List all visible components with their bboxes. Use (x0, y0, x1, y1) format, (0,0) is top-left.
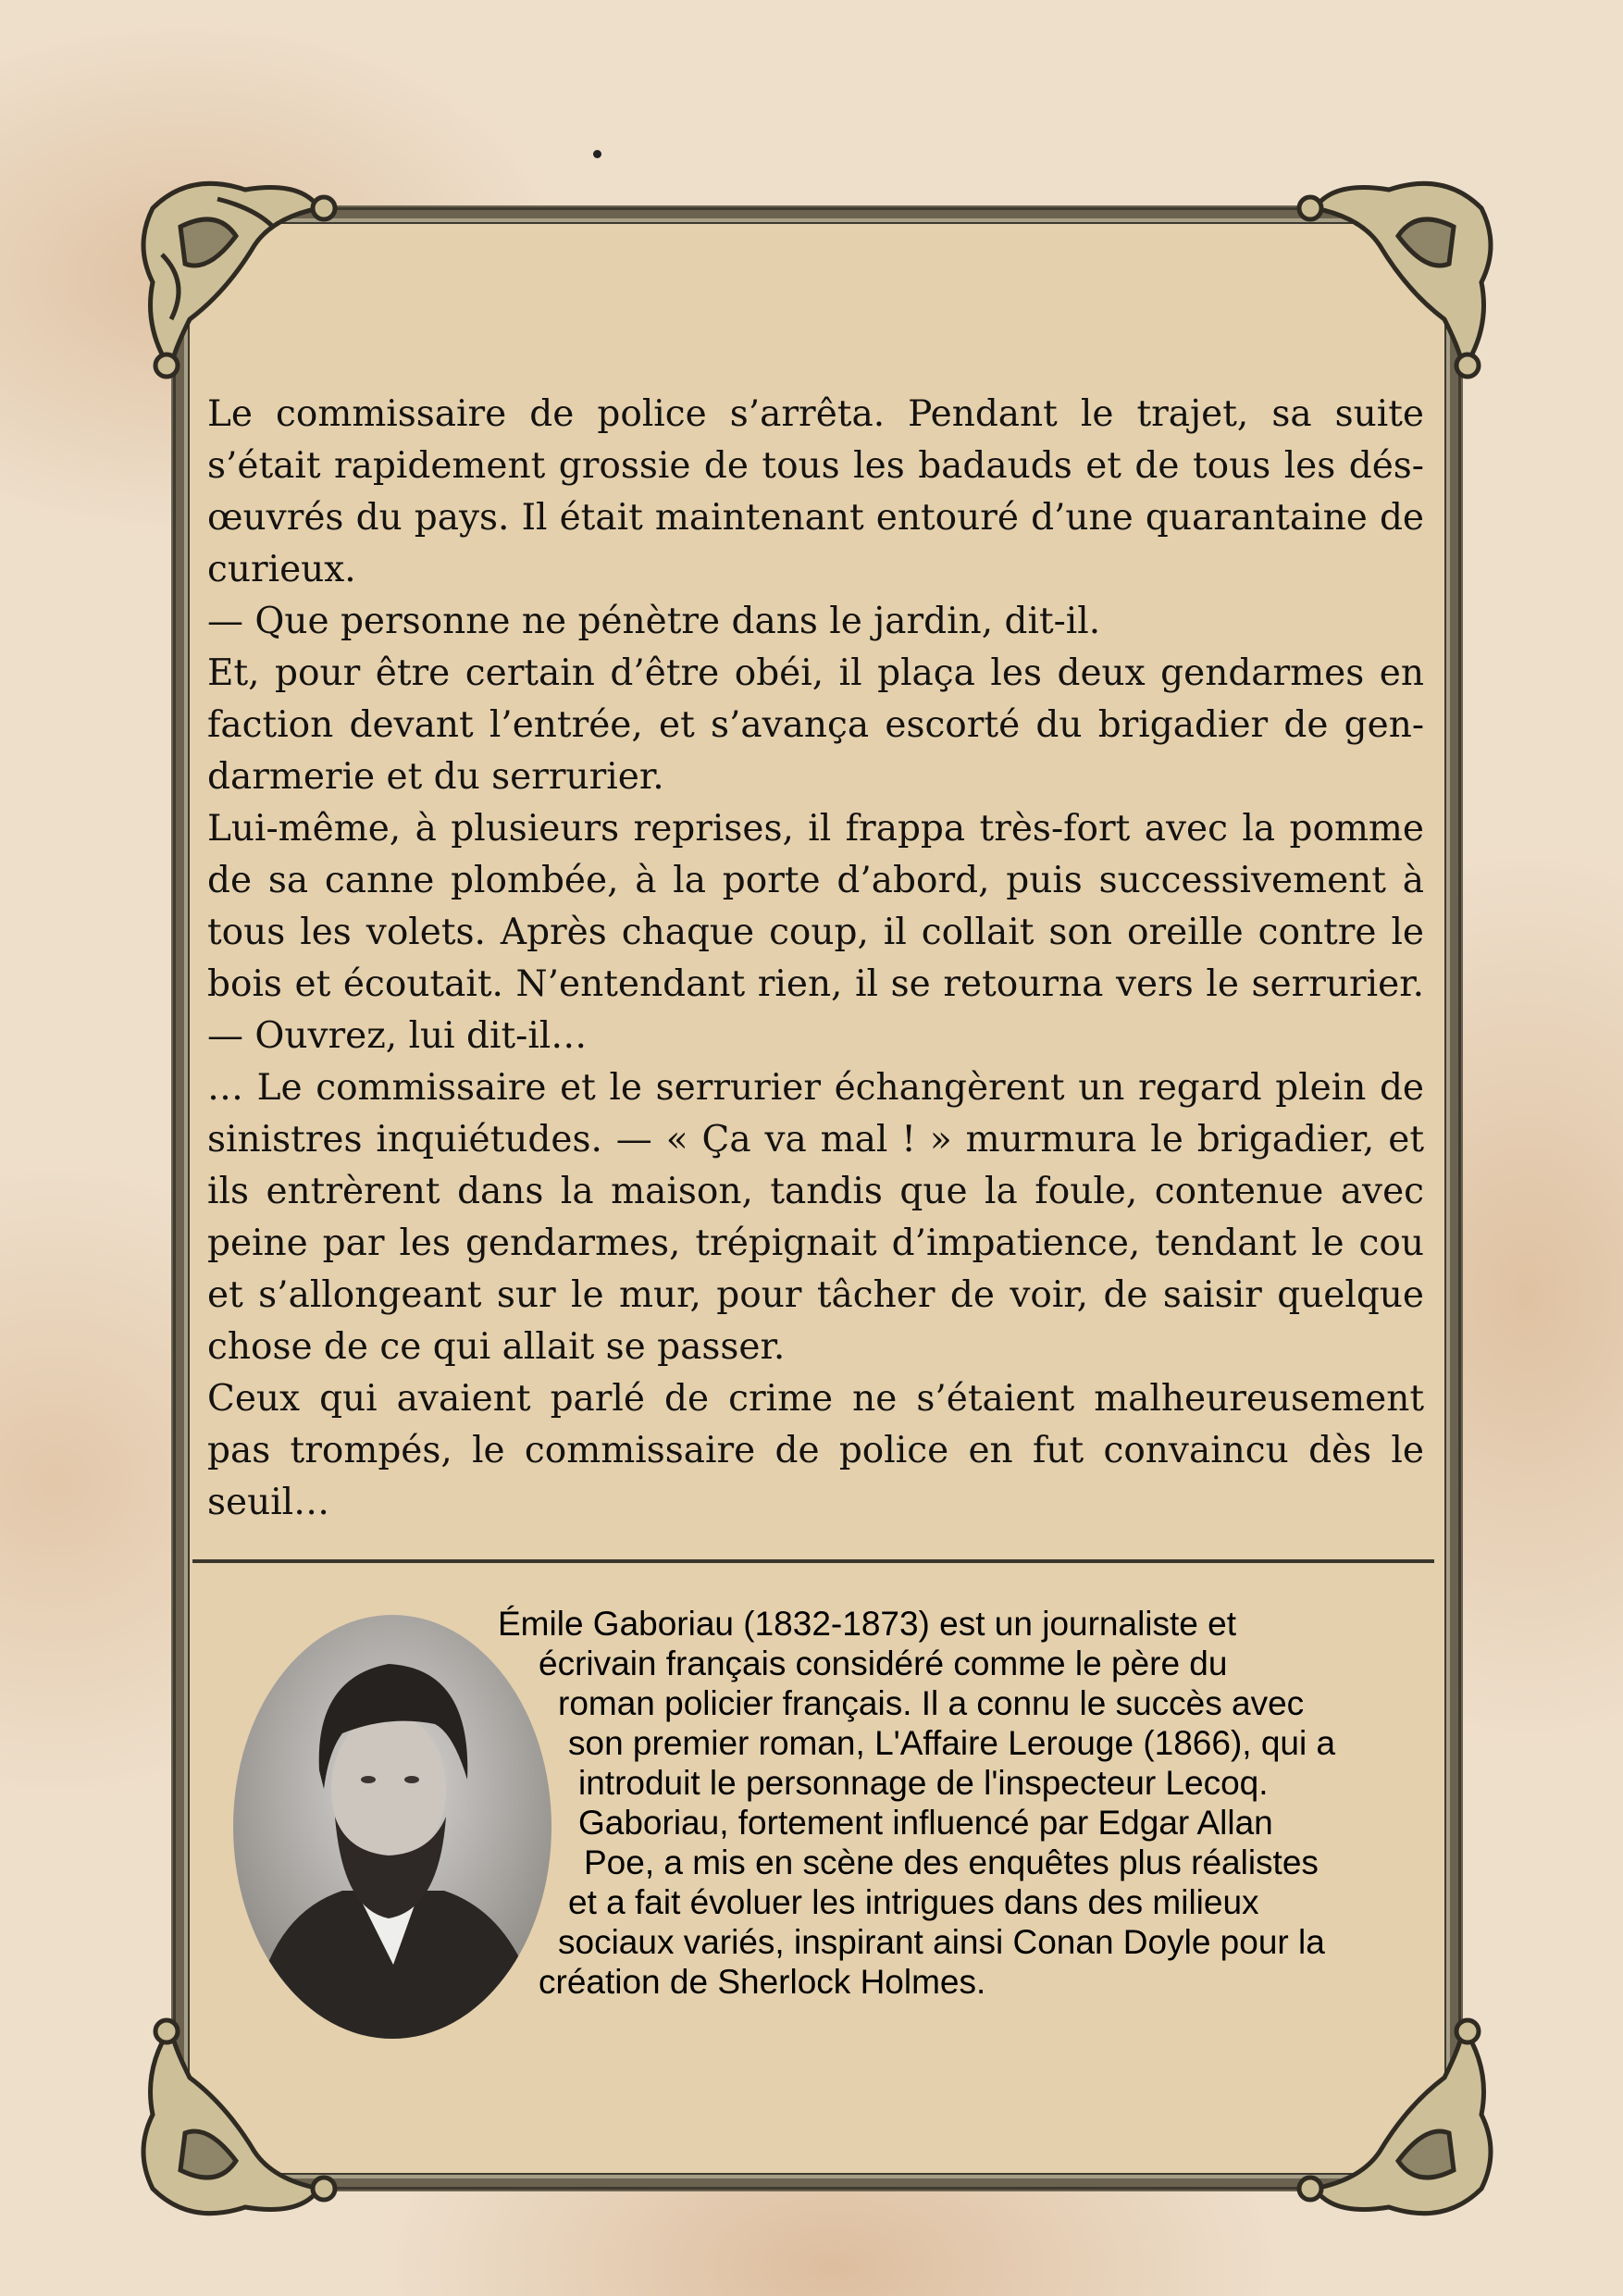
bio-line: Gaboriau, fortement influencé par Edgar Allan (578, 1804, 1273, 1842)
story-line: de sa canne plombée, à la porte d’abord, puis successivement à (207, 860, 1424, 901)
section-divider (192, 1559, 1434, 1563)
story-line: — Ouvrez, lui dit-il… (207, 1015, 588, 1057)
bio-line: son premier roman, L'Affaire Lerouge (1866), qui a (568, 1724, 1336, 1762)
story-excerpt (207, 389, 1424, 1529)
corner-ornament-icon (1287, 2013, 1500, 2226)
story-line: sinistres inquiétudes. — « Ça va mal ! » murmura le brigadier, et (207, 1119, 1424, 1160)
story-line: Ceux qui avaient parlé de crime ne s’étaient malheureusement (207, 1378, 1424, 1420)
corner-ornament-icon (134, 171, 347, 384)
story-line: seuil… (207, 1482, 330, 1523)
bio-line: introduit le personnage de l'inspecteur Lecoq. (578, 1764, 1269, 1802)
story-line: peine par les gendarmes, trépignait d’impatience, tendant le cou (207, 1222, 1424, 1264)
bio-line: roman policier français. Il a connu le succès avec (558, 1684, 1305, 1722)
bio-line: Poe, a mis en scène des enquêtes plus réalistes (584, 1843, 1319, 1881)
story-line: … Le commissaire et le serrurier échangèrent un regard plein de (207, 1067, 1424, 1109)
story-line: œuvrés du pays. Il était maintenant entouré d’une quarantaine de (207, 497, 1424, 539)
bio-line: et a fait évoluer les intrigues dans des milieux (568, 1883, 1259, 1921)
ink-dot (593, 150, 601, 158)
story-line: pas trompés, le commissaire de police en fut convaincu dès le (207, 1430, 1424, 1471)
story-line: Le commissaire de police s’arrêta. Pendant le trajet, sa suite (207, 393, 1424, 435)
bio-line: écrivain français considéré comme le père du (539, 1644, 1228, 1682)
story-line: tous les volets. Après chaque coup, il collait son oreille contre le (207, 912, 1424, 953)
story-line: darmerie et du serrurier. (207, 756, 664, 798)
story-line: s’était rapidement grossie de tous les badauds et de tous les dés- (207, 445, 1424, 487)
story-line: et s’allongeant sur le mur, pour tâcher de voir, de saisir quelque (207, 1274, 1424, 1316)
corner-ornament-icon (134, 2013, 347, 2226)
corner-ornament-icon (1287, 171, 1500, 384)
author-portrait (231, 1613, 553, 2041)
story-line: — Que personne ne pénètre dans le jardin, dit-il. (207, 601, 1101, 642)
bio-line: Émile Gaboriau (1832-1873) est un journaliste et (498, 1605, 1237, 1643)
story-line: curieux. (207, 549, 356, 590)
story-line: faction devant l’entrée, et s’avança escorté du brigadier de gen- (207, 704, 1424, 746)
story-line: Lui-même, à plusieurs reprises, il frappa très-fort avec la pomme (207, 808, 1424, 850)
bio-line: sociaux variés, inspirant ainsi Conan Doyle pour la (558, 1923, 1325, 1961)
story-line: bois et écoutait. N’entendant rien, il se retourna vers le serrurier. (207, 963, 1424, 1005)
story-line: ils entrèrent dans la maison, tandis que la foule, contenue avec (207, 1171, 1424, 1212)
story-line: chose de ce qui allait se passer. (207, 1326, 786, 1368)
bio-line: création de Sherlock Holmes. (539, 1963, 986, 2001)
story-line: Et, pour être certain d’être obéi, il plaça les deux gendarmes en (207, 652, 1424, 694)
